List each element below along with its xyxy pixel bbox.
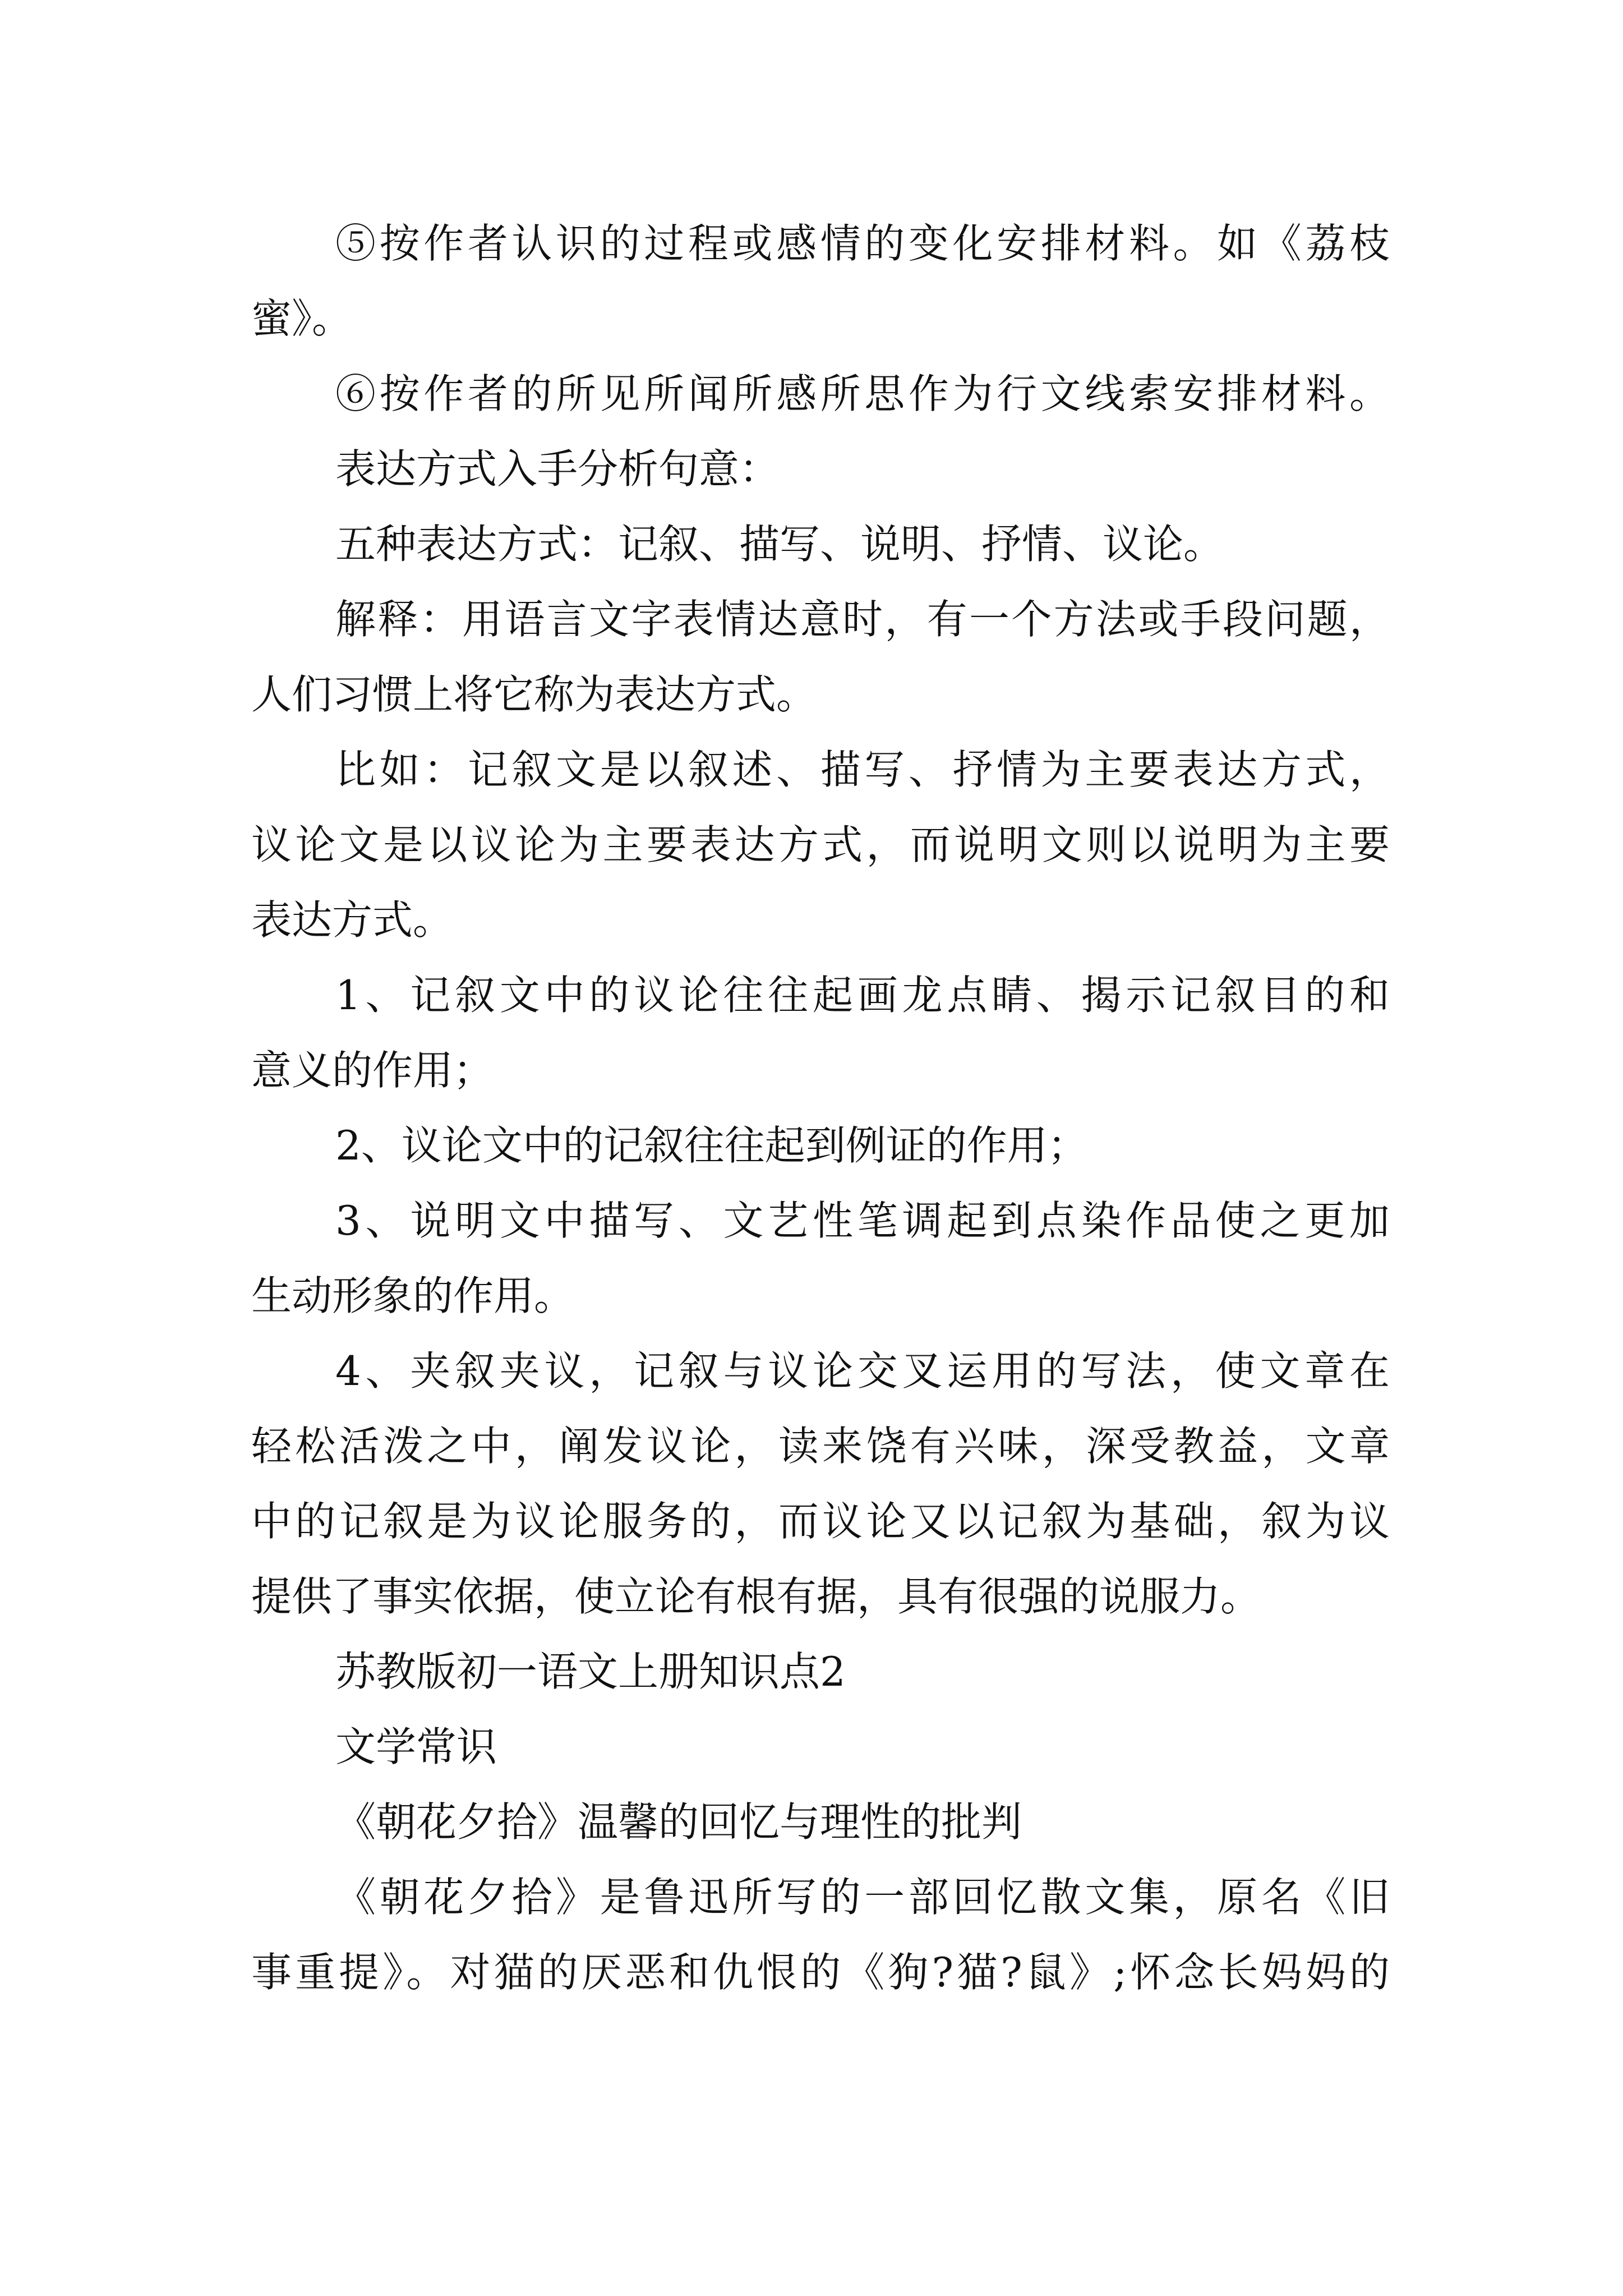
text-line: 比如：记叙文是以叙述、描写、抒情为主要表达方式， [335, 746, 1390, 793]
text-line: 《朝花夕拾》是鲁迅所写的一部回忆散文集，原名《旧 [335, 1874, 1390, 1921]
text-line: 表达方式。 [251, 896, 454, 944]
text-line: 文学常识 [335, 1723, 497, 1770]
text-line: 解释：用语言文字表情达意时，有一个方法或手段问题， [335, 596, 1390, 643]
text-line: 议论文是以议论为主要表达方式，而说明文则以说明为主要 [251, 821, 1390, 868]
text-line: 生动形象的作用。 [251, 1272, 575, 1319]
text-line: 3、说明文中描写、文艺性笔调起到点染作品使之更加 [335, 1197, 1390, 1244]
text-line: 人们习惯上将它称为表达方式。 [251, 671, 817, 718]
text-line: ⑥按作者的所见所闻所感所思作为行文线索安排材料。 [335, 370, 1390, 417]
text-line: ⑤按作者认识的过程或感情的变化安排材料。如《荔枝 [335, 220, 1390, 267]
text-line: 《朝花夕拾》温馨的回忆与理性的批判 [335, 1798, 1022, 1846]
text-line: 事重提》。对猫的厌恶和仇恨的《狗?猫?鼠》;怀念长妈妈的 [251, 1949, 1390, 1996]
text-line: 轻松活泼之中，阐发议论，读来饶有兴味，深受教益，文章 [251, 1423, 1390, 1470]
text-line: 五种表达方式：记叙、描写、说明、抒情、议论。 [335, 521, 1224, 568]
text-line: 提供了事实依据，使立论有根有据，具有很强的说服力。 [251, 1573, 1261, 1620]
text-line: 表达方式入手分析句意： [335, 445, 780, 493]
text-line: 中的记叙是为议论服务的，而议论又以记叙为基础，叙为议 [251, 1498, 1390, 1545]
section-heading: 苏教版初一语文上册知识点2 [335, 1648, 846, 1695]
text-line: 2、议论文中的记叙往往起到例证的作用； [335, 1122, 1088, 1169]
text-line: 蜜》。 [251, 295, 353, 342]
text-line: 1、记叙文中的议论往往起画龙点睛、揭示记叙目的和 [335, 972, 1390, 1019]
text-line: 意义的作用； [251, 1047, 494, 1094]
text-line: 4、夹叙夹议，记叙与议论交叉运用的写法，使文章在 [335, 1347, 1390, 1395]
